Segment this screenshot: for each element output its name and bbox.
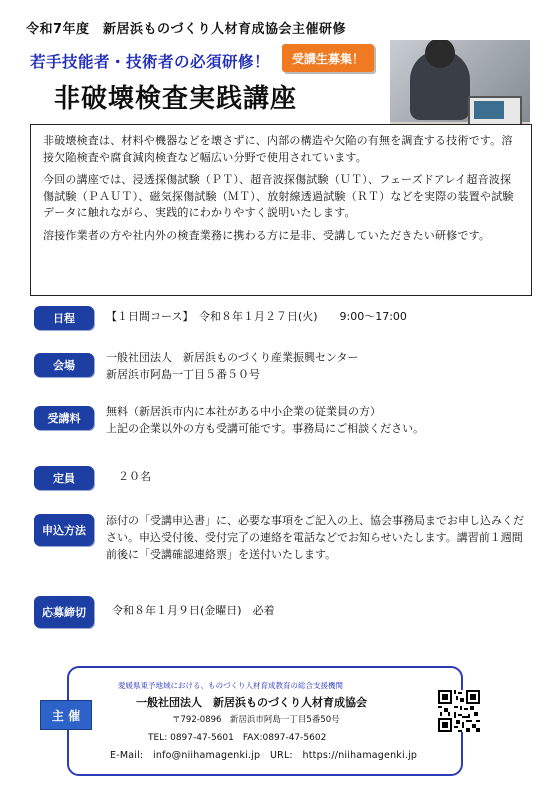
host-phone-fax: TEL: 0897-47-5601 FAX:0897-47-5602 bbox=[148, 733, 327, 743]
description-box bbox=[30, 124, 532, 296]
venue-address: 新居浜市阿島一丁目５番５０号 bbox=[106, 368, 260, 381]
deadline-value: 令和８年１月９日(金曜日) 必着 bbox=[112, 604, 275, 617]
application-label-line-2: 方法 bbox=[64, 523, 86, 537]
application-label bbox=[34, 514, 94, 546]
venue-name: 一般社団法人 新居浜ものづくり産業振興センター bbox=[106, 351, 359, 364]
host-organization: 一般社団法人 新居浜ものづくり人材育成協会 bbox=[136, 696, 367, 709]
description-paragraph-1: 非破壊検査は、材料や機器などを壊さずに、内部の構造や欠陥の有無を調査する技術です。溶接欠陥検査や腐食減肉検査など幅広い分野で使用されています。 bbox=[43, 134, 513, 164]
deadline-label-line-2: 締切 bbox=[64, 605, 86, 619]
schedule-value: 【１日間コース】 令和８年１月２７日(火) 9:00～17:00 bbox=[106, 310, 407, 323]
recruitment-badge: 受講生募集！ bbox=[282, 44, 374, 72]
deadline-label bbox=[34, 596, 94, 628]
capacity-label: 定員 bbox=[34, 466, 94, 490]
description-paragraph-3: 溶接作業者の方や社内外の検査業務に携わる方に是非、受講していただきたい研修です。 bbox=[43, 228, 491, 242]
qr-code-icon[interactable] bbox=[438, 690, 480, 732]
application-label-line-1: 申込 bbox=[42, 523, 64, 537]
page-title: 非破壊検査実践講座 bbox=[54, 84, 298, 114]
description-paragraph-2: 今回の講座では、浸透探傷試験（ＰＴ）、超音波探傷試験（ＵＴ）、フェーズドアレイ超音波探傷試験（ＰＡＵＴ）、磁気探傷試験（ＭＴ）、放射線透過試験（ＲＴ）などを実際の装置や試験データに触れながら、実践的にわかりやすく説明いたします。 bbox=[43, 173, 514, 219]
photo-screen bbox=[474, 101, 504, 119]
fee-note: 上記の企業以外の方も受講可能です。事務局にご相談ください。 bbox=[106, 422, 425, 435]
application-value: 添付の「受講申込書」に、必要な事項をご記入の上、協会事務局までお申し込みください。申込受付後、受付完了の連絡を電話などでお知らせいたします。講習前１週間前後に「受講確認連絡票」を送付いたします。 bbox=[106, 514, 524, 561]
host-label: 主 催 bbox=[40, 700, 92, 730]
schedule-label: 日程 bbox=[34, 306, 94, 330]
fee-label: 受講料 bbox=[34, 406, 94, 430]
host-tagline: 愛媛県東予地域における、ものづくり人材育成教育の総合支援機関 bbox=[118, 681, 343, 690]
event-heading: 令和7年度 新居浜ものづくり人材育成協会主催研修 bbox=[26, 22, 347, 37]
fee-value: 無料（新居浜市内に本社がある中小企業の従業員の方） bbox=[106, 405, 381, 418]
subtitle: 若手技能者・技術者の必須研修！ bbox=[30, 53, 271, 71]
venue-label: 会場 bbox=[34, 353, 94, 377]
deadline-label-line-1: 応募 bbox=[42, 605, 64, 619]
capacity-value: ２０名 bbox=[118, 470, 151, 483]
host-address: 〒792-0896 新居浜市阿島一丁目5番50号 bbox=[172, 715, 340, 725]
host-email-url: E-Mail: info@niihamagenki.jp URL: https://niihamagenki.jp bbox=[110, 750, 418, 761]
